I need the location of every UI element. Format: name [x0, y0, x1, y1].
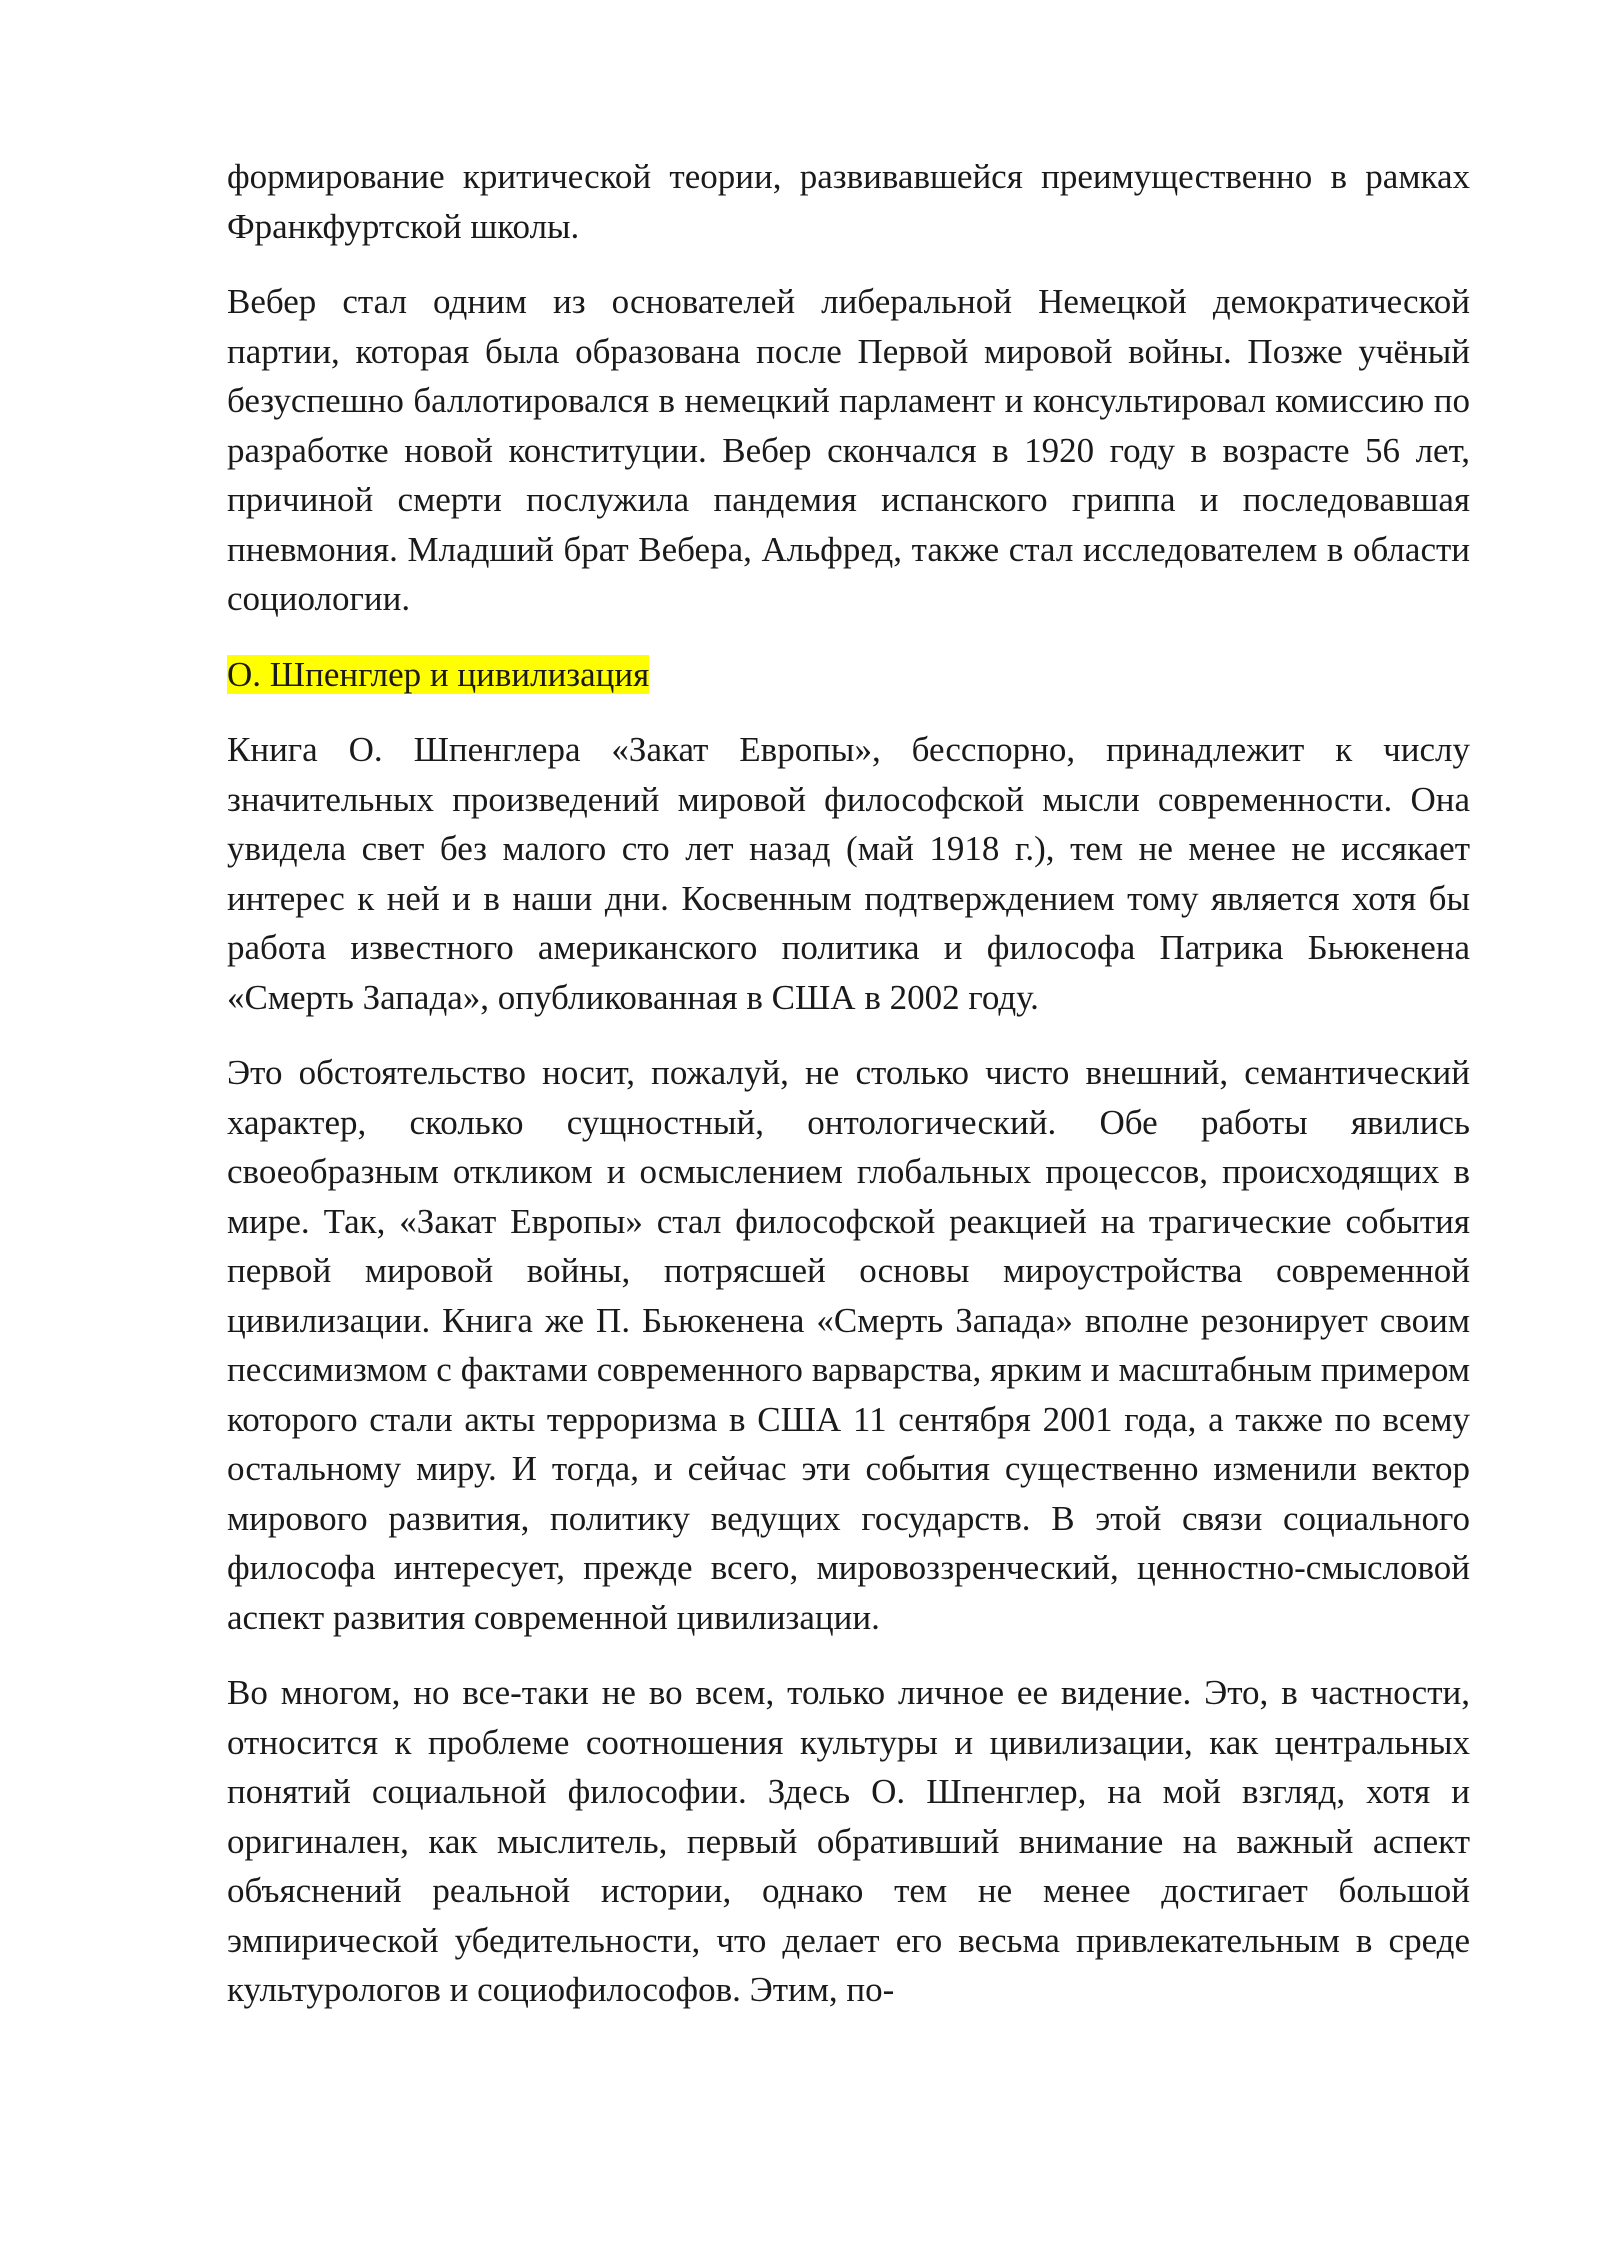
- section-heading-line: [227, 650, 1470, 700]
- paragraph-frankfurt-school: формирование критической теории, развивавшейся преимущественно в рамках Франкфуртской школы.: [227, 157, 1470, 246]
- paragraph-weber-biography: Вебер стал одним из основателей либеральной Немецкой демократической партии, которая была образована после Первой мировой войны. Позже учёный безуспешно баллотировался в немецкий парламент и консультировал комиссию по разработке новой конституции. Вебер скончался в 1920 году в возрасте 56 лет, причиной смерти послужила пандемия испанского гриппа и последовавшая пневмония. Младший брат Вебера, Альфред, также стал исследователем в области социологии.: [227, 282, 1470, 618]
- paragraph-culture-and-civilization: Во многом, но все-таки не во всем, только личное ее видение. Это, в частности, относится к проблеме соотношения культуры и цивилизации, как центральных понятий социальной философии. Здесь О. Шпенглер, на мой взгляд, хотя и оригинален, как мыслитель, первый обративший внимание на важный аспект объяснений реальной истории, однако тем не менее достигает большой эмпирической убедительности, что делает его весьма привлекательным в среде культурологов и социофилософов. Этим, по-: [227, 1673, 1470, 2009]
- paragraph-decline-of-the-west: Книга О. Шпенглера «Закат Европы», бесспорно, принадлежит к числу значительных произведений мировой философской мысли современности. Она увидела свет без малого сто лет назад (май 1918 г.), тем не менее не иссякает интерес к ней и в наши дни. Косвенным подтверждением тому является хотя бы работа известного американского политика и философа Патрика Бьюкенена «Смерть Запада», опубликованная в США в 2002 году.: [227, 730, 1470, 1017]
- document-body: [227, 152, 1470, 2041]
- section-heading: О. Шпенглер и цивилизация: [227, 654, 650, 694]
- paragraph-ontological-character: Это обстоятельство носит, пожалуй, не столько чисто внешний, семантический характер, сколько сущностный, онтологический. Обе работы явились своеобразным откликом и осмыслением глобальных процессов, происходящих в мире. Так, «Закат Европы» стал философской реакцией на трагические события первой мировой войны, потрясшей основы мироустройства современной цивилизации. Книга же П. Бьюкенена «Смерть Запада» вполне резонирует своим пессимизмом с фактами современного варварства, ярким и масштабным примером которого стали акты терроризма в США 11 сентября 2001 года, а также по всему остальному миру. И тогда, и сейчас эти события существенно изменили вектор мирового развития, политику ведущих государств. В этой связи социального философа интересует, прежде всего, мировоззренческий, ценностно-смысловой аспект развития современной цивилизации.: [227, 1053, 1470, 1637]
